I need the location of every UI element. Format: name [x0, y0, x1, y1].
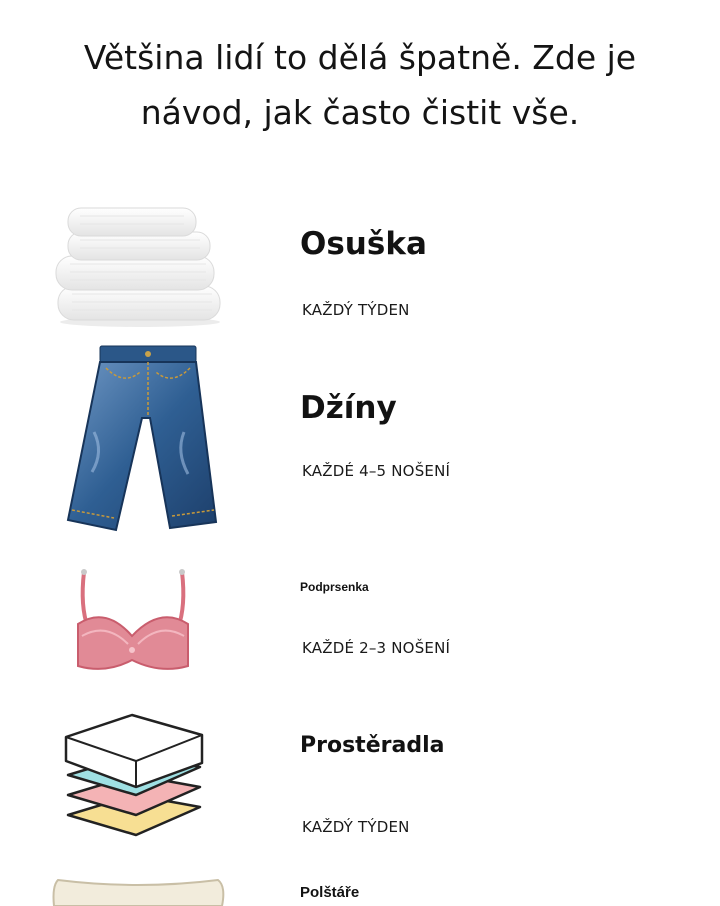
headline-line-1: Většina lidí to dělá špatně. Zde je	[83, 38, 637, 77]
jeans-icon	[64, 342, 224, 536]
headline-line-2: návod, jak často čistit vše.	[140, 93, 580, 132]
list-item-bra	[0, 560, 720, 690]
item-frequency: KAŽDÝ TÝDEN	[302, 818, 410, 836]
list-item-pillows	[0, 870, 720, 900]
item-frequency: KAŽDÉ 4–5 NOŠENÍ	[302, 462, 451, 480]
item-title: Džíny	[300, 390, 397, 426]
pillow-icon	[50, 876, 226, 906]
item-frequency: KAŽDÉ 2–3 NOŠENÍ	[302, 639, 451, 657]
folded-towels-icon	[48, 198, 228, 328]
bra-icon	[74, 566, 192, 676]
page-headline	[40, 30, 680, 140]
item-title: Podprsenka	[300, 580, 369, 594]
list-item-sheets	[0, 705, 720, 845]
item-title: Prostěradla	[300, 733, 445, 758]
list-item-towel	[0, 190, 720, 330]
item-title: Polštáře	[300, 884, 360, 901]
sheet-stack-icon	[62, 707, 206, 843]
list-item-jeans	[0, 340, 720, 540]
item-frequency: KAŽDÝ TÝDEN	[302, 301, 410, 319]
item-title: Osuška	[300, 226, 427, 262]
